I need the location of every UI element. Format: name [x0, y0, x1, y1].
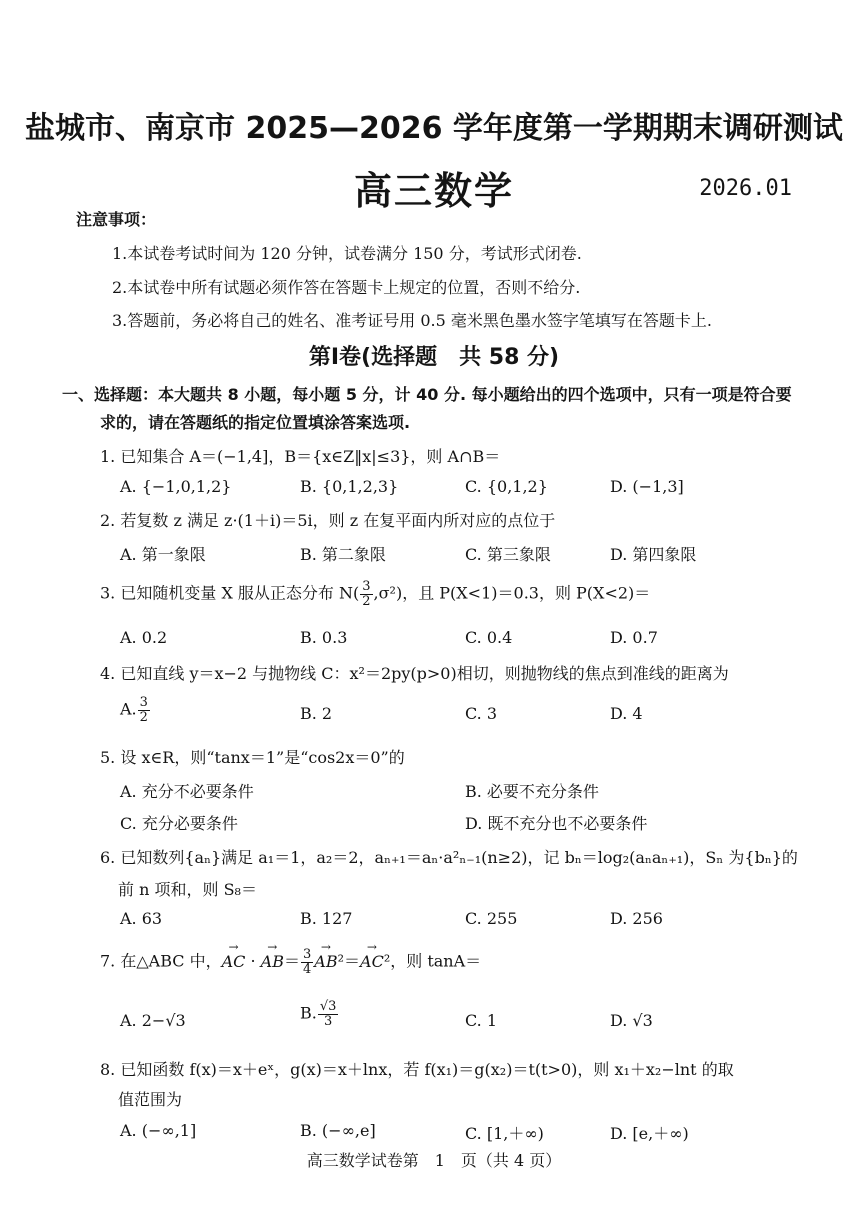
q3-fraction [360, 580, 372, 608]
q6-option-d: D. 256 [610, 909, 663, 928]
q7-option-c: C. 1 [465, 1011, 498, 1030]
question-7-stem [100, 948, 481, 976]
fraction-denominator: 2 [362, 593, 371, 609]
q2-option-b: B. 第二象限 [300, 545, 386, 564]
page-footer: 高三数学试卷第 1 页（共 4 页） [306, 1151, 562, 1170]
q8-option-b: B. (−∞,e] [300, 1121, 376, 1140]
q3-option-b: B. 0.3 [300, 628, 348, 647]
notice-item: 1.本试卷考试时间为 120 分钟，试卷满分 150 分，考试形式闭卷. [112, 244, 582, 263]
option-label: B. [300, 1003, 317, 1023]
question-1-stem: 1. 已知集合 A＝(−1,4]，B＝{x∈Z‖x|≤3}，则 A∩B＝ [100, 447, 501, 466]
section-intro: 一、选择题：本大题共 8 小题，每小题 5 分，计 40 分. 每小题给出的四个选项中，只有一项是符合要 [62, 385, 792, 404]
q7-stem-part: 7. 在△ABC 中， [100, 951, 222, 971]
q3-option-c: C. 0.4 [465, 628, 513, 647]
question-2-stem: 2. 若复数 z 满足 z·(1＋i)＝5i，则 z 在复平面内所对应的点位于 [100, 511, 556, 530]
q5-option-a: A. 充分不必要条件 [120, 782, 254, 801]
q4-option-b: B. 2 [300, 704, 333, 723]
subject-title: 高三数学 [353, 169, 514, 213]
question-6-stem: 6. 已知数列{aₙ}满足 a₁＝1，a₂＝2，aₙ₊₁＝aₙ·a²ₙ₋₁(n≥2)，记 bₙ＝log₂(aₙaₙ₊₁)，Sₙ 为{bₙ}的 [100, 848, 798, 867]
q3-option-d: D. 0.7 [610, 628, 658, 647]
fraction-denominator: 3 [323, 1013, 333, 1029]
fraction-numerator: 3 [139, 695, 148, 710]
question-6-stem-cont: 前 n 项和，则 S₈＝ [118, 880, 257, 899]
q5-option-d: D. 既不充分也不必要条件 [465, 814, 648, 833]
q3-option-a: A. 0.2 [120, 628, 168, 647]
vector-ab: → AB [261, 952, 284, 971]
q7-fraction [301, 948, 313, 976]
exam-title: 盐城市、南京市 2025—2026 学年度第一学期期末调研测试 [25, 111, 843, 146]
question-3-stem [100, 580, 650, 608]
q8-option-d: D. [e,＋∞) [610, 1124, 689, 1143]
q1-option-c: C. {0,1,2} [465, 477, 548, 496]
q7-option-b-fraction [318, 1000, 339, 1028]
q3-stem-part: 3. 已知随机变量 X 服从正态分布 N( [100, 583, 360, 603]
q4-option-a-fraction [138, 696, 150, 724]
q7-option-d: D. √3 [610, 1011, 653, 1030]
q4-option-c: C. 3 [465, 704, 498, 723]
question-5-stem: 5. 设 x∈R，则“tanx＝1”是“cos2x＝0”的 [100, 748, 405, 767]
notice-item: 2.本试卷中所有试题必须作答在答题卡上规定的位置，否则不给分. [112, 278, 581, 297]
section-title: 第Ⅰ卷(选择题 共 58 分) [308, 345, 560, 370]
dot-operator: · [245, 951, 261, 971]
exam-date: 2026.01 [699, 176, 792, 201]
fraction-numerator: √3 [319, 999, 337, 1014]
vector-ab: → AB [314, 952, 337, 971]
q8-option-c: C. [1,＋∞) [465, 1124, 544, 1143]
question-8-stem: 8. 已知函数 f(x)＝x＋eˣ，g(x)＝x＋lnx，若 f(x₁)＝g(x₂)＝t(t>0)，则 x₁＋x₂−lnt 的取 [100, 1060, 734, 1079]
q2-option-d: D. 第四象限 [610, 545, 697, 564]
question-4-stem: 4. 已知直线 y＝x−2 与抛物线 C：x²＝2py(p>0)相切，则抛物线的焦点到准线的距离为 [100, 664, 729, 683]
fraction-denominator: 2 [139, 709, 148, 725]
q7-stem-part: ²＝ [337, 951, 361, 971]
q4-option-a [120, 696, 151, 724]
question-8-stem-cont: 值范围为 [118, 1090, 183, 1109]
q3-stem-part: ,σ²)，且 P(X<1)＝0.3，则 P(X<2)＝ [373, 583, 651, 603]
q8-option-a: A. (−∞,1] [120, 1121, 197, 1140]
q7-option-a: A. 2−√3 [120, 1011, 186, 1030]
q5-option-b: B. 必要不充分条件 [465, 782, 599, 801]
q7-stem-part: ²，则 tanA＝ [383, 951, 482, 971]
q6-option-c: C. 255 [465, 909, 518, 928]
section-intro: 求的，请在答题纸的指定位置填涂答案选项. [100, 413, 411, 432]
q1-option-b: B. {0,1,2,3} [300, 477, 399, 496]
notice-item: 3.答题前，务必将自己的姓名、准考证号用 0.5 毫米黑色墨水签字笔填写在答题卡上. [112, 311, 712, 330]
fraction-numerator: 3 [362, 579, 371, 594]
equals-sign: ＝ [283, 951, 300, 971]
vector-ac: → AC [360, 952, 384, 971]
q6-option-b: B. 127 [300, 909, 353, 928]
option-label: A. [120, 699, 137, 719]
q2-option-a: A. 第一象限 [120, 545, 206, 564]
q1-option-d: D. (−1,3] [610, 477, 684, 496]
notice-heading: 注意事项： [76, 210, 157, 229]
q5-option-c: C. 充分必要条件 [120, 814, 238, 833]
fraction-denominator: 4 [303, 961, 312, 977]
q2-option-c: C. 第三象限 [465, 545, 551, 564]
q4-option-d: D. 4 [610, 704, 643, 723]
q6-option-a: A. 63 [120, 909, 163, 928]
vector-ac: → AC [222, 952, 246, 971]
q1-option-a: A. {−1,0,1,2} [120, 477, 232, 496]
fraction-numerator: 3 [303, 947, 312, 962]
q7-option-b [300, 1000, 339, 1028]
